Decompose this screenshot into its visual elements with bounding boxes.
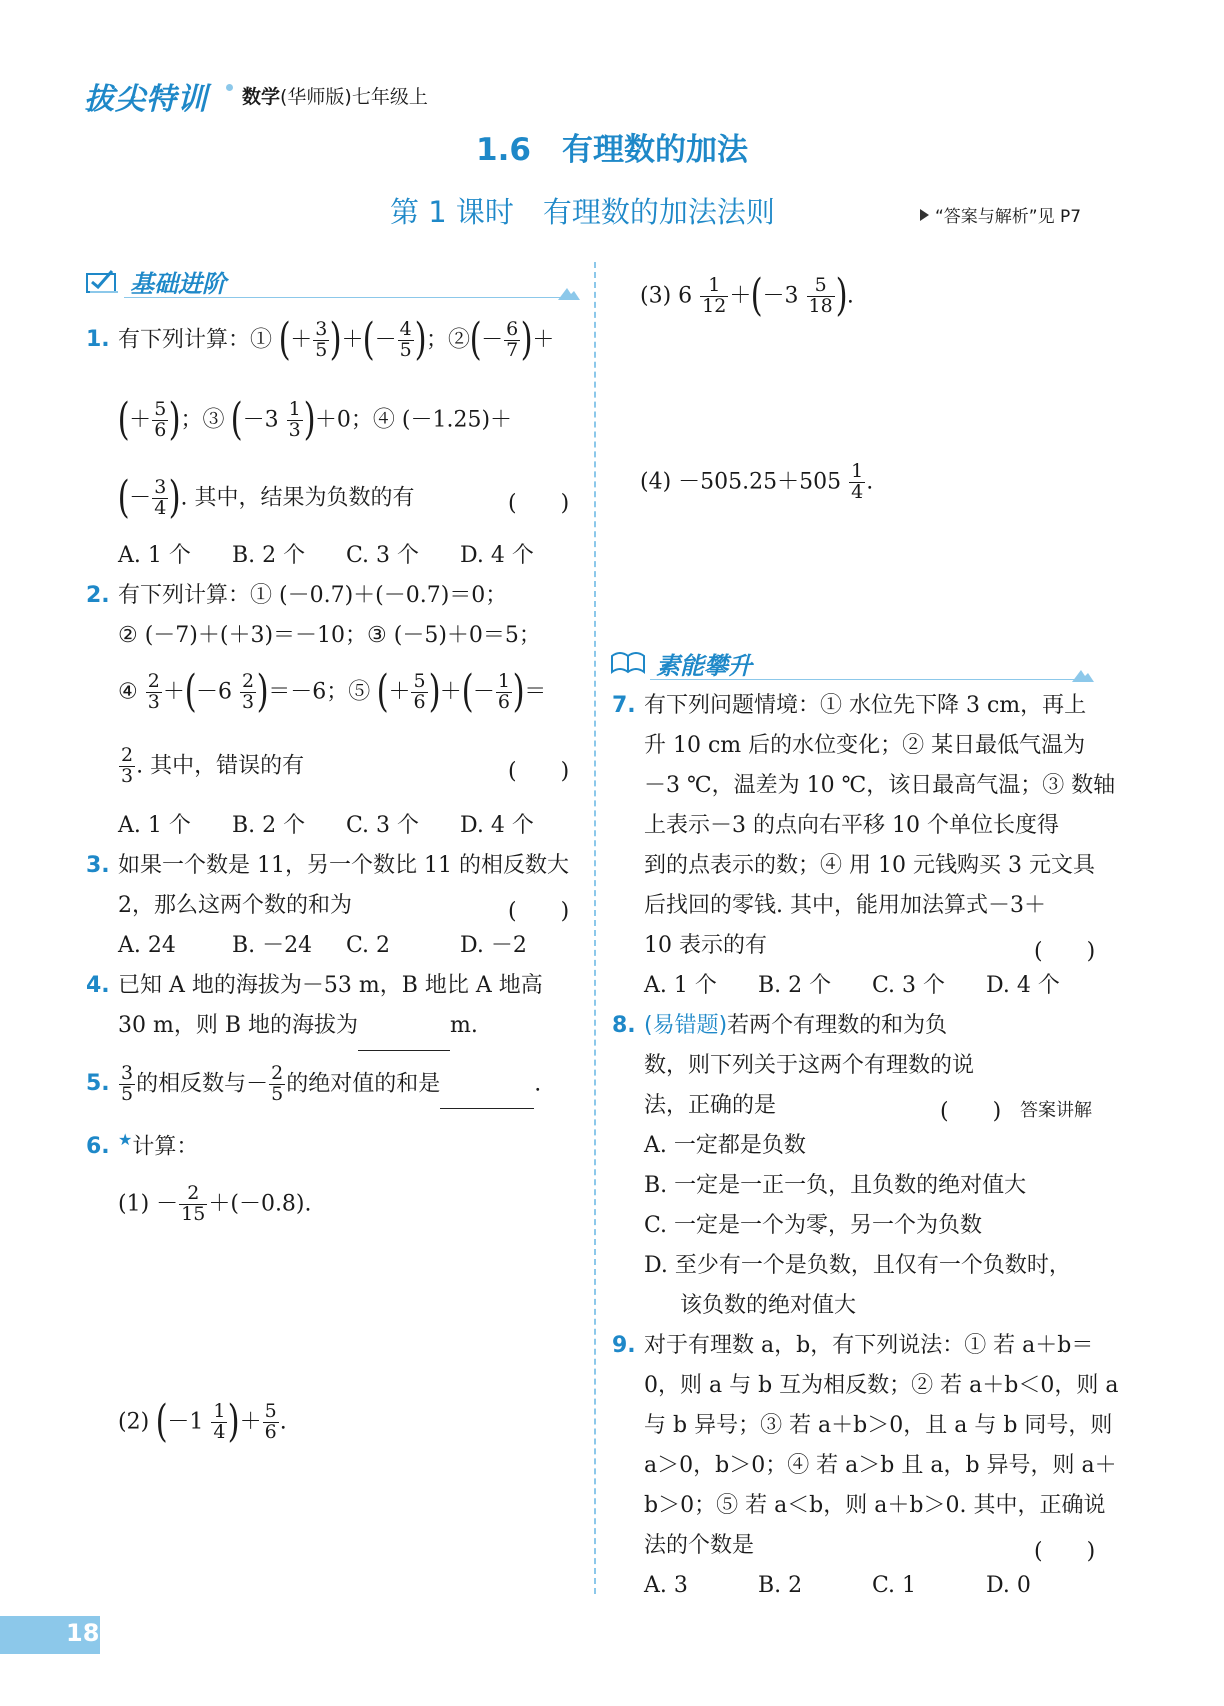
q2-answer-paren[interactable]: ( ) [508, 759, 570, 784]
q1-options: A. 1 个 B. 2 个 C. 3 个 D. 4 个 [118, 543, 534, 568]
q5-line: 5. $\frac{3}{5}$ 的相反数与－ $\frac{2}{5}$ 的绝对值的和是 . [86, 1064, 541, 1109]
page-number: 18 [66, 1619, 100, 1647]
section-title: 1.6 有理数的加法 [476, 132, 748, 168]
header-dot [226, 84, 233, 91]
q2-options: A. 1 个 B. 2 个 C. 3 个 D. 4 个 [118, 813, 534, 838]
q6-part2: (2) (－1 $\frac{1}{4}$ )＋ $\frac{5}{6}$ . [118, 1396, 287, 1448]
q8-line2: 数，则下列关于这两个有理数的说 [644, 1053, 975, 1078]
q6-line: 6. ★计算： [86, 1130, 199, 1160]
q9-answer-paren[interactable]: ( ) [1034, 1539, 1096, 1564]
q7-line1: 7. 有下列问题情境：① 水位先下降 3 cm，再上 [612, 693, 1087, 718]
q7-line2: 升 10 cm 后的水位变化；② 某日最低气温为 [644, 733, 1086, 758]
section-header-basic: 基础进阶 [84, 262, 580, 302]
q8-line3: 法，正确的是 [644, 1093, 777, 1118]
q7-line7: 10 表示的有 [644, 933, 767, 958]
q3-answer-paren[interactable]: ( ) [508, 899, 570, 924]
answer-reference: “答案与解析”见 P7 [920, 202, 1081, 227]
q1-line3: (－ $\frac{3}{4}$ ). 其中，结果为负数的有 [117, 472, 415, 524]
q3-line1: 3. 如果一个数是 11，另一个数比 11 的相反数大 [86, 853, 569, 878]
q6-part4: (4) －505.25＋505 $\frac{1}{4}$ . [640, 460, 874, 503]
q3-line2: 2，那么这两个数的和为 [118, 893, 352, 918]
q4-blank[interactable] [358, 1010, 450, 1051]
q8-answer-paren[interactable]: ( ) [940, 1099, 1002, 1124]
book-icon [610, 648, 646, 676]
play-triangle-icon [920, 209, 929, 221]
q7-line3: －3 ℃，温差为 10 ℃，该日最高气温；③ 数轴 [644, 773, 1116, 798]
star-icon: ★ [118, 1130, 133, 1149]
q7-line4: 上表示－3 的点向右平移 10 个单位长度得 [644, 813, 1059, 838]
mountain-icon [558, 286, 580, 300]
q4-line2: 30 m，则 B 地的海拔为 m. [118, 1006, 478, 1051]
q9-line4: a＞0，b＞0；④ 若 a＞b 且 a，b 异号，则 a＋ [644, 1453, 1117, 1478]
lesson-title: 第 1 课时 有理数的加法法则 [390, 195, 775, 229]
q2-line4: $\frac{2}{3}$ . 其中，错误的有 [121, 744, 305, 787]
q9-line3: 与 b 异号；③ 若 a＋b＞0，且 a 与 b 同号，则 [644, 1413, 1113, 1438]
section-header-advanced: 素能攀升 [610, 644, 1094, 684]
q8-option-a: A. 一定都是负数 [644, 1133, 806, 1158]
q5-blank[interactable] [440, 1068, 534, 1109]
q9-line1: 9. 对于有理数 a，b，有下列说法：① 若 a＋b＝ [612, 1333, 1094, 1358]
q1-line1: 1. 有下列计算：① (＋ $\frac{3}{5}$ )＋(－ $\frac{4}{5}$ )；②(－ $\frac{6}{7}$ )＋ [86, 314, 555, 366]
q8-line1: 8. (易错题)若两个有理数的和为负 [612, 1013, 948, 1038]
q2-line3: ④ $\frac{2}{3}$ ＋(－6 $\frac{2}{3}$ )＝－6；⑤ (＋ $\frac{5}{6}$ )＋(－ $\frac{1}{6}$ )＝ [118, 666, 547, 718]
mountain-icon [1072, 668, 1094, 682]
checklist-icon [84, 266, 120, 294]
q2-line2: ② (－7)＋(＋3)＝－10；③ (－5)＋0＝5； [118, 623, 541, 648]
q8-option-b: B. 一定是一正一负，且负数的绝对值大 [644, 1173, 1027, 1198]
q1-answer-paren[interactable]: ( ) [508, 491, 570, 516]
q4-line1: 4. 已知 A 地的海拔为－53 m，B 地比 A 地高 [86, 973, 543, 998]
q6-part1: (1) － $\frac{2}{15}$ ＋(－0.8). [118, 1182, 312, 1225]
q7-line5: 到的点表示的数；④ 用 10 元钱购买 3 元文具 [644, 853, 1095, 878]
q9-line6: 法的个数是 [644, 1533, 755, 1558]
brand-logo: 拔尖特训 [84, 82, 208, 117]
q3-options: A. 24 B. －24 C. 2 D. －2 [118, 933, 527, 958]
q6-part3: (3) 6 $\frac{1}{12}$ ＋(－3 $\frac{5}{18}$ ). [640, 270, 854, 322]
q9-line5: b＞0；⑤ 若 a＜b，则 a＋b＞0. 其中，正确说 [644, 1493, 1106, 1518]
q8-option-d: D. 至少有一个是负数，且仅有一个负数时， [644, 1253, 1071, 1278]
q7-answer-paren[interactable]: ( ) [1034, 939, 1096, 964]
q8-option-c: C. 一定是一个为零，另一个为负数 [644, 1213, 983, 1238]
q7-line6: 后找回的零钱. 其中，能用加法算式－3＋ [644, 893, 1046, 918]
q9-line2: 0，则 a 与 b 互为相反数；② 若 a＋b＜0，则 a [644, 1373, 1119, 1398]
q7-options: A. 1 个 B. 2 个 C. 3 个 D. 4 个 [644, 973, 1060, 998]
q9-options: A. 3 B. 2 C. 1 D. 0 [644, 1573, 1031, 1598]
q2-line1: 2. 有下列计算：① (－0.7)＋(－0.7)＝0； [86, 583, 508, 608]
header-subtitle: 数学(华师版)七年级上 [242, 86, 428, 108]
q1-line2: (＋ $\frac{5}{6}$ )；③ (－3 $\frac{1}{3}$ )＋0；④ (－1.25)＋ [117, 394, 513, 446]
column-divider [594, 262, 596, 1594]
q8-option-d-cont: 该负数的绝对值大 [680, 1293, 857, 1318]
q8-answer-explain-link[interactable]: 答案讲解 [1020, 1100, 1092, 1121]
